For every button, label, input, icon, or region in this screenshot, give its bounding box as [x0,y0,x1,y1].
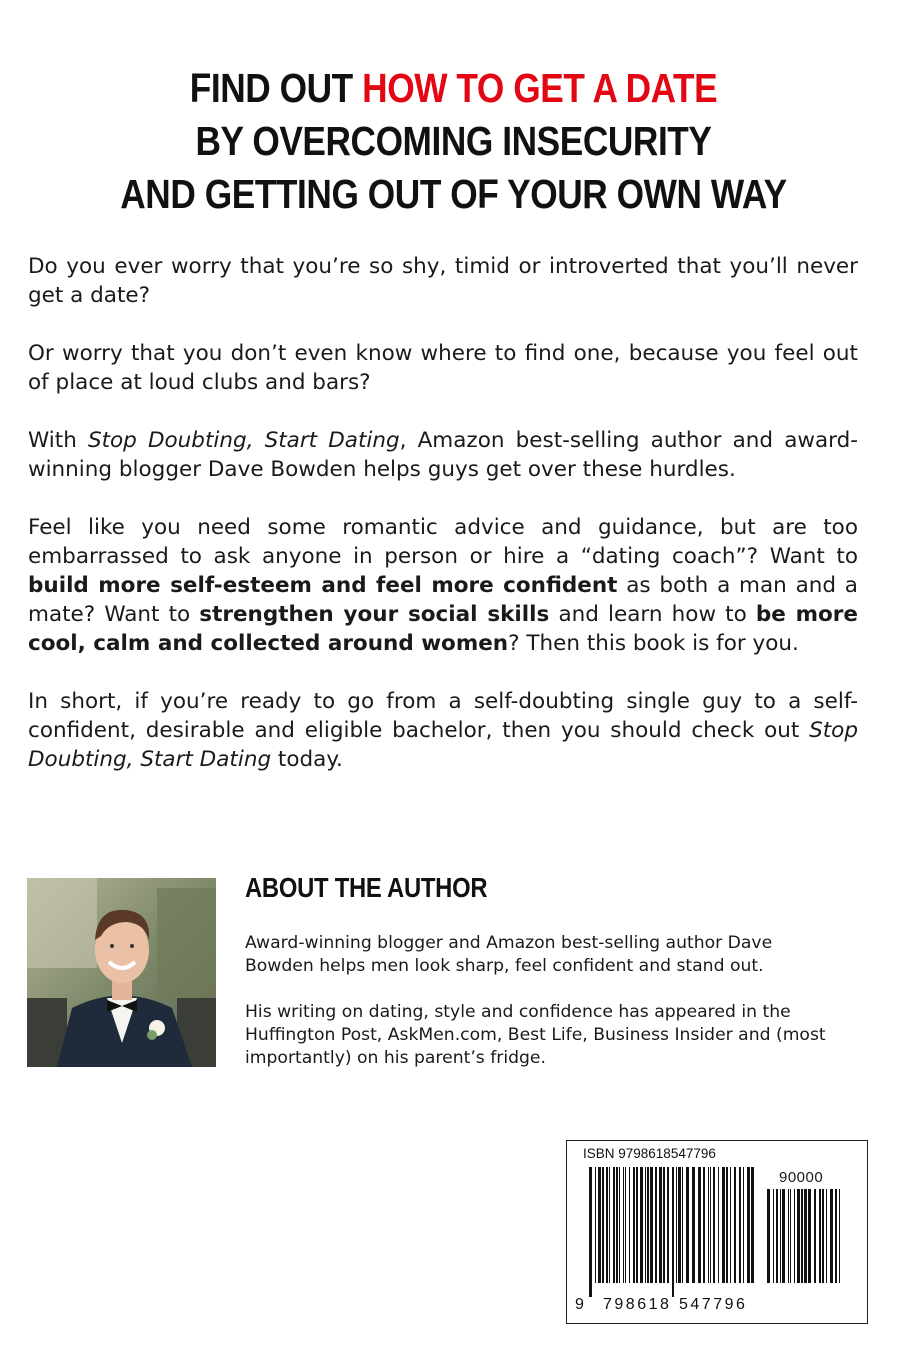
barcode-bar [739,1167,741,1283]
barcode-bar [767,1189,770,1283]
barcode-bar [730,1167,731,1283]
barcode-bar [667,1167,669,1283]
barcode-bar [602,1167,604,1283]
author-photo [27,878,216,1067]
barcode-bar [780,1189,781,1283]
barcode-bar [589,1167,592,1297]
barcode-bar [794,1189,795,1283]
barcode-digit-group-1: 798618 [603,1296,672,1313]
barcode-bar [830,1189,833,1283]
emphasis: build more self-esteem and feel more confident [28,573,618,598]
barcode-bar [645,1167,646,1283]
barcode-bar [814,1189,816,1283]
barcode-bar [839,1189,840,1283]
about-author-text [245,932,845,1093]
barcode-bar [710,1167,711,1283]
barcode-bar [619,1167,620,1283]
paragraph-5 [28,687,858,774]
text: , Amazon best-selling author and award-winning blogger Dave Bowden helps guys get over these hurdles. [28,428,858,482]
about-paragraph-1: Award-winning blogger and Amazon best-selling author Dave Bowden helps men look sharp, feel confident and stand out. [245,933,773,976]
barcode-bar [797,1189,800,1283]
barcode-bar [808,1189,811,1283]
barcode-bar [625,1167,626,1283]
barcode-bar [659,1167,662,1283]
barcode-bar [747,1167,750,1283]
barcode-bar [678,1167,681,1283]
barcode-bar [773,1189,774,1283]
barcode-bar [801,1189,803,1283]
barcode-bar [790,1189,791,1283]
isbn-barcode [566,1140,868,1324]
barcode-bar [826,1189,827,1283]
about-paragraph-2: His writing on dating, style and confidence has appeared in the Huffington Post, AskMen.com, Best Life, Business Insider and (most importantly) on his parent’s fridge. [245,1002,826,1068]
barcode-bar [726,1167,728,1283]
barcode-bar [776,1189,778,1283]
barcode-digit-group-2: 547796 [679,1296,748,1313]
description [28,252,858,803]
paragraph-1: Do you ever worry that you’re so shy, timid or introverted that you’ll never get a date? [28,254,858,308]
text: today. [271,747,343,772]
about-author-title: ABOUT THE AUTHOR [245,872,488,903]
barcode-bar [698,1167,701,1283]
headline-prefix: FIND OUT [189,65,363,111]
barcode-bar [606,1167,608,1283]
barcode-bar [672,1167,674,1297]
book-title: Stop Doubting, Start Dating [87,428,400,453]
emphasis: be more cool, calm and collected around women [28,602,858,656]
text: With [28,428,88,453]
isbn-label: ISBN 9798618547796 [583,1146,716,1161]
barcode-bar [633,1167,635,1283]
barcode-bar [722,1167,725,1283]
text: and learn how to [549,602,756,627]
headline-line-3: AND GETTING OUT OF YOUR OWN WAY [120,171,787,217]
headline-highlight: HOW TO GET A DATE [362,65,718,111]
barcode-bar [616,1167,618,1283]
barcode-bars-icon [589,1167,759,1297]
barcode-bar [663,1167,665,1283]
barcode-bar [650,1167,653,1283]
barcode-bar [788,1189,789,1283]
barcode-bar [640,1167,643,1283]
barcode-bar [692,1167,695,1283]
headline [63,62,843,221]
text: ? Then this book is for you. [508,631,799,656]
barcode-bar [819,1189,821,1283]
barcode-addon-bars-icon [767,1189,845,1297]
barcode-bar [636,1167,638,1283]
author-portrait-illustration [27,878,216,1067]
headline-line-1 [63,62,843,115]
text: In short, if you’re ready to go from a self-doubting single guy to a self-confident, desirable and eligible bachelor, then you should check out [28,689,858,743]
barcode-bar [782,1189,785,1283]
emphasis: strengthen your social skills [199,602,550,627]
text: Feel like you need some romantic advice and guidance, but are too embarrassed to ask anyone in person or hire a “dating coach”? Want to [28,515,858,569]
paragraph-3 [28,426,858,484]
barcode-bar [598,1167,601,1283]
barcode-bar [686,1167,689,1283]
barcode-bar [623,1167,624,1283]
headline-line-2: BY OVERCOMING INSECURITY [195,118,712,164]
barcode-bar [822,1189,824,1283]
barcode-bar [655,1167,657,1283]
barcode-bar [713,1167,715,1283]
barcode-bar [804,1189,807,1283]
barcode-bar [682,1167,683,1283]
barcode-addon-number: 90000 [779,1169,824,1186]
barcode-bar [718,1167,719,1283]
barcode-bar [595,1167,596,1283]
barcode-bar [609,1167,610,1283]
barcode-bar [613,1167,615,1283]
paragraph-4 [28,513,858,658]
barcode-bar [743,1167,744,1283]
barcode-bar [708,1167,709,1283]
barcode-bar [676,1167,677,1283]
barcode-bar [734,1167,736,1283]
paragraph-2: Or worry that you don’t even know where to find one, because you feel out of place at loud clubs and bars? [28,341,858,395]
text: as both a man and a mate? Want to [28,573,858,627]
barcode-bar [647,1167,649,1283]
barcode-bar [703,1167,705,1283]
book-title: Stop Doubting, Start Dating [28,718,858,772]
barcode-bar [835,1189,837,1283]
barcode-bar [751,1167,754,1283]
barcode-digit-first: 9 [575,1296,584,1313]
barcode-bar [629,1167,630,1283]
